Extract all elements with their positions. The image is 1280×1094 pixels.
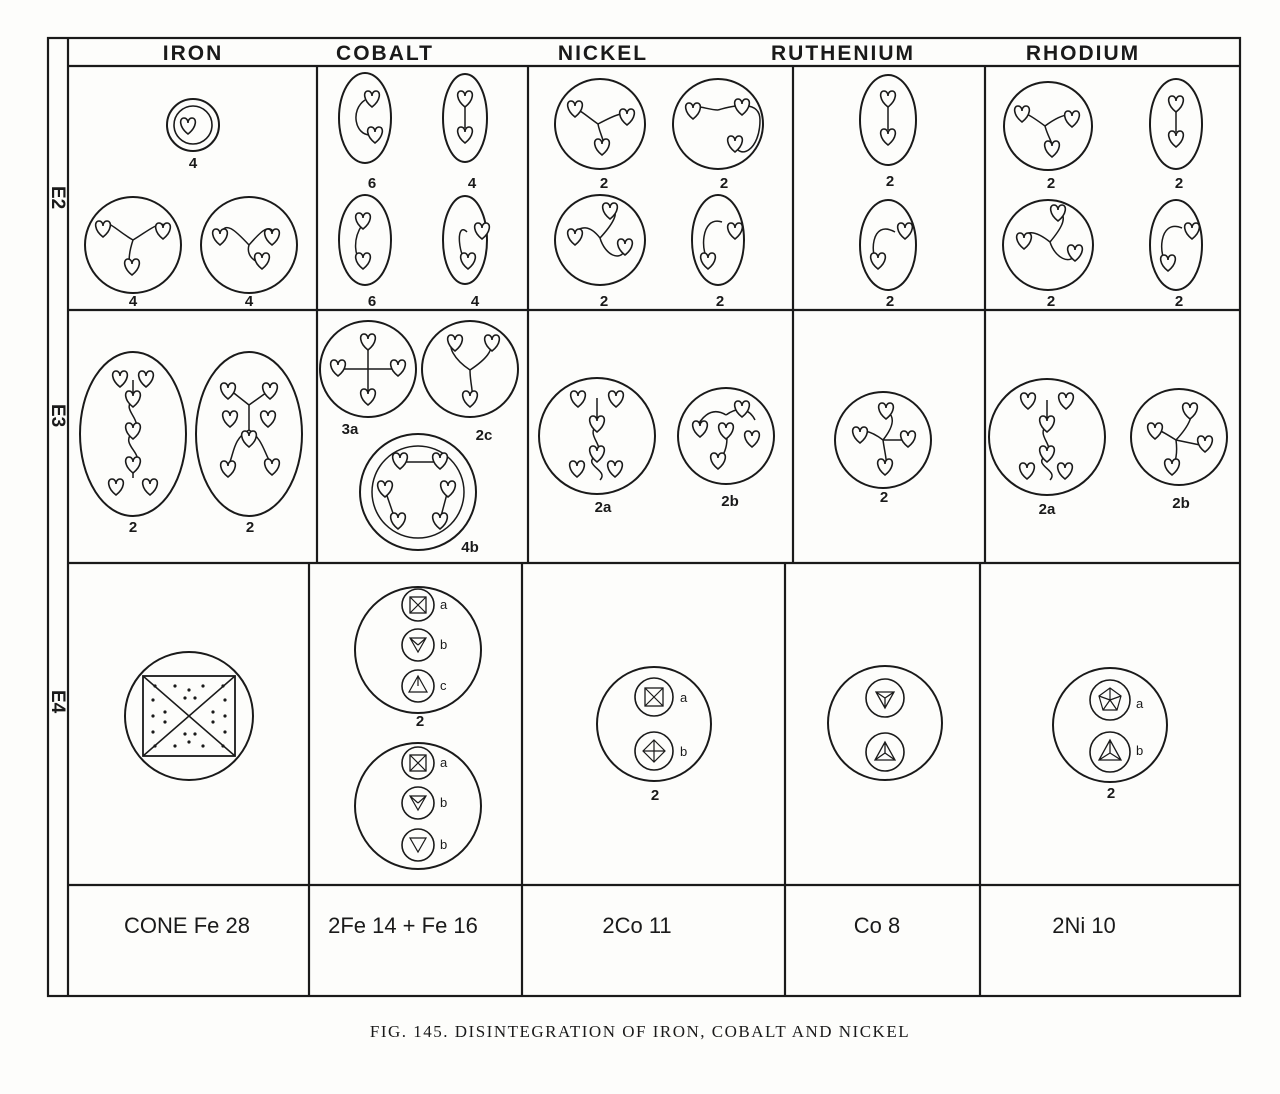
iron-e2-count-1: 4 bbox=[188, 155, 198, 172]
rhodium-e2-count-1: 2 bbox=[1046, 175, 1056, 192]
formula-rhodium: 2Ni 10 bbox=[1052, 913, 1116, 938]
iron-e3-count-1: 2 bbox=[128, 519, 138, 536]
nickel-e2-count-2: 2 bbox=[719, 175, 729, 192]
formula-ruthenium: Co 8 bbox=[853, 913, 901, 938]
cobalt-e3-count-3: 4b bbox=[461, 539, 479, 556]
iron-e3-count-2: 2 bbox=[245, 519, 255, 536]
cobalt-e2-count-3: 6 bbox=[367, 293, 377, 310]
nickel-e4-count: 2 bbox=[650, 787, 660, 804]
formula-nickel: 2Co 11 bbox=[602, 913, 672, 938]
column-header-cobalt: COBALT bbox=[336, 42, 434, 65]
iron-e2-count-2: 4 bbox=[128, 293, 138, 310]
rhodium-e2-diagrams bbox=[1003, 79, 1202, 290]
iron-e2-diagrams bbox=[85, 99, 297, 293]
cobalt-e2-count-4: 4 bbox=[470, 293, 480, 310]
rhodium-e3-count-2: 2b bbox=[1172, 495, 1190, 512]
figure-caption: FIG. 145. DISINTEGRATION OF IRON, COBALT AND NICKEL bbox=[369, 1022, 911, 1041]
row-label-e2: E2 bbox=[47, 186, 68, 210]
nickel-e4-diagram bbox=[597, 667, 711, 781]
rhodium-e3-count-1: 2a bbox=[1038, 501, 1056, 518]
rhodium-e4-sublabel-b: b bbox=[1136, 743, 1144, 758]
cobalt-e3-count-1: 3a bbox=[341, 421, 359, 438]
table-grid bbox=[48, 38, 1240, 996]
row-label-e3: E3 bbox=[47, 404, 68, 428]
column-header-nickel: NICKEL bbox=[557, 42, 649, 65]
nickel-e2-diagrams bbox=[555, 79, 763, 285]
cobalt-e2-diagrams bbox=[339, 73, 489, 285]
ruthenium-e2-count-1: 2 bbox=[885, 173, 895, 190]
cobalt-e4-sublabel-b: b bbox=[440, 637, 448, 652]
ruthenium-e3-diagrams bbox=[835, 392, 931, 488]
rhodium-e2-count-2: 2 bbox=[1174, 175, 1184, 192]
nickel-e3-diagrams bbox=[539, 378, 774, 494]
iron-e2-count-3: 4 bbox=[244, 293, 254, 310]
nickel-e3-count-1: 2a bbox=[594, 499, 612, 516]
ruthenium-e4-diagram bbox=[828, 666, 942, 780]
cobalt-e4-sublabel-a: a bbox=[440, 597, 448, 612]
cobalt-e4-sublabel-c: c bbox=[440, 678, 447, 693]
row-label-e4: E4 bbox=[47, 690, 68, 714]
nickel-e2-count-3: 2 bbox=[599, 293, 609, 310]
rhodium-e4-count: 2 bbox=[1106, 785, 1116, 802]
nickel-e2-count-1: 2 bbox=[599, 175, 609, 192]
cobalt-e2-count-2: 4 bbox=[467, 175, 477, 192]
cobalt-e4-sublabel-b-2: b bbox=[440, 795, 448, 810]
formula-cobalt: 2Fe 14 + Fe 16 bbox=[328, 913, 478, 938]
nickel-e3-count-2: 2b bbox=[721, 493, 739, 510]
iron-e4-diagram bbox=[125, 652, 253, 780]
nickel-e4-sublabel-b: b bbox=[680, 744, 688, 759]
rhodium-e2-count-4: 2 bbox=[1174, 293, 1184, 310]
cobalt-e4-sublabel-b-3: b bbox=[440, 837, 448, 852]
cobalt-e3-count-2: 2c bbox=[475, 427, 493, 444]
nickel-e4-sublabel-a: a bbox=[680, 690, 688, 705]
nickel-e2-count-4: 2 bbox=[715, 293, 725, 310]
cobalt-e2-count-1: 6 bbox=[367, 175, 377, 192]
rhodium-e2-count-3: 2 bbox=[1046, 293, 1056, 310]
column-header-iron: IRON bbox=[162, 42, 224, 65]
iron-e3-diagrams bbox=[80, 352, 302, 516]
ruthenium-e3-count-1: 2 bbox=[879, 489, 889, 506]
rhodium-e4-diagram bbox=[1053, 668, 1167, 782]
formula-iron: CONE Fe 28 bbox=[124, 913, 250, 938]
cobalt-e4-sublabel-a-2: a bbox=[440, 755, 448, 770]
column-header-rhodium: RHODIUM bbox=[1025, 42, 1141, 65]
column-header-ruthenium: RUTHENIUM bbox=[771, 42, 915, 65]
rhodium-e3-diagrams bbox=[989, 379, 1227, 495]
cobalt-e4-count: 2 bbox=[415, 713, 425, 730]
ruthenium-e2-count-2: 2 bbox=[885, 293, 895, 310]
rhodium-e4-sublabel-a: a bbox=[1136, 696, 1144, 711]
